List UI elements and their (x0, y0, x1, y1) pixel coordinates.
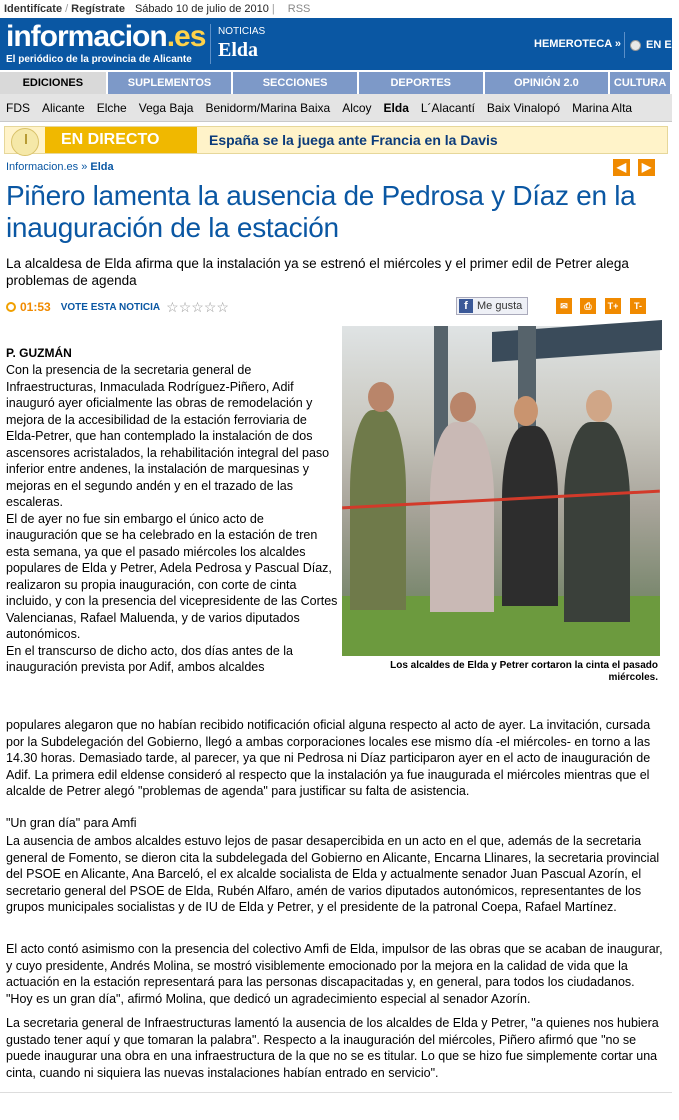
print-icon[interactable]: ⎙ (580, 298, 596, 314)
section-title (218, 26, 265, 62)
article-paragraph: El acto contó asimismo con la presencia del colectivo Amfi de Elda, impulsor de las obras que se acaban de inaugurar, y cuyo presidente, Andrés Molina, se mostró visiblemente emocionado por la mejora en la calidad de vida que la actuación en la estación representará para las personas discapacitadas y, en general, para todos los ciudadanos. "Hoy es un gran día", afirmó Molina, que dedicó un agradecimiento especial al senador Azorín. (6, 942, 663, 1006)
current-date: Sábado 10 de julio de 2010 (134, 3, 269, 15)
photo-person (502, 426, 558, 606)
article-photo[interactable] (342, 326, 660, 656)
article-subtitle: La alcaldesa de Elda afirma que la instalación ya se estrenó el miércoles y el primer edil de Petrer alega problemas de agenda (6, 256, 629, 288)
live-banner[interactable] (4, 126, 668, 154)
article-subhead: "Un gran día" para Amfi (6, 816, 137, 830)
article-paragraph: En el transcurso de dicho acto, dos días antes de la inauguración prevista por Adif, ambos alcaldes (6, 643, 293, 674)
photo-head (514, 396, 538, 426)
photo-person (430, 422, 494, 612)
breadcrumb-separator: » (78, 161, 91, 173)
login-link[interactable]: Identifícate (4, 3, 63, 15)
article-author: P. GUZMÁN (6, 346, 72, 360)
tab-deportes[interactable]: DEPORTES (359, 72, 483, 94)
subnav-item-alicante[interactable]: Alicante (42, 100, 85, 115)
photo-person (350, 410, 406, 610)
live-headline[interactable]: España se la juega ante Francia en la Davis (209, 132, 498, 148)
logo-tagline: El periódico de la provincia de Alicante (6, 54, 192, 65)
article-paragraph: La secretaria general de Infraestructuras lamentó la ausencia de los alcaldes de Elda y Petrer, "a quienes nos hubiera gustado tener aquí y que tomaran la palabra". Respecto a la inauguración del miércoles, Piñero afirmó que "no se puede inaugurar una obra en una infraestructura de la que no se es titular. Lo que se hizo fue simplemente cortar una cinta, cuando ni siquiera las nuevas instalaciones habían entrado en servicio". (6, 1016, 659, 1080)
subnav-item-baix-vinalopo[interactable]: Baix Vinalopó (486, 100, 561, 115)
tab-suplementos[interactable]: SUPLEMENTOS (108, 72, 232, 94)
tab-opinion[interactable]: OPINIÓN 2.0 (485, 72, 609, 94)
article-time: 01:53 (20, 300, 51, 314)
font-increase-icon[interactable]: T+ (605, 298, 621, 314)
search-scope-radio[interactable] (630, 40, 641, 51)
article-paragraph: populares alegaron que no habían recibido notificación oficial alguna respecto al acto de ayer. La invitación, cursada por la Subdelegación del Gobierno, llegó a ambas corporaciones locales ese mismo día -el miércoles- en torno a las 14.30 horas. Demasiado tarde, al parecer, ya que ni Pedrosa ni Díaz participaron ayer en el acto de inauguración de Adif. La primera edil eldense consideró al respecto que la instalación ya fue inaugurada el miércoles mientras que el alcalde de Petrer alegó "problemas de agenda" para justificar su falta de asistencia. (6, 718, 651, 798)
star-icon[interactable]: ☆ (178, 299, 192, 315)
photo-person (564, 422, 630, 622)
breadcrumb (6, 161, 114, 173)
facebook-like-button[interactable] (456, 297, 528, 315)
facebook-icon: f (459, 299, 473, 313)
section-name: Elda (218, 39, 259, 61)
star-icon[interactable]: ☆ (191, 299, 204, 315)
subnav-item-marina-alta[interactable]: Marina Alta (572, 100, 633, 115)
next-arrow-icon[interactable]: ▶ (638, 159, 655, 176)
hemeroteca-link[interactable]: HEMEROTECA » (534, 38, 621, 50)
article-paragraph: El de ayer no fue sin embargo el único acto de inauguración que se ha celebrado en la estación de tren esta semana, ya que el pasado miércoles los alcaldes populares de Elda y Petrer, Adela Pedrosa y Pascual Díaz, realizaron su propia inauguración, con corte de cinta incluido, y con la presencia del vicepresidente de las Cortes Valencianas, Rafael Maluenda, y de varios diputados autonómicos. (6, 511, 338, 641)
article-title: Piñero lamenta la ausencia de Pedrosa y Díaz en la inauguración de la estación (6, 180, 636, 243)
tab-secciones[interactable]: SECCIONES (233, 72, 357, 94)
header-divider (210, 24, 211, 64)
subnav-item-alacanti[interactable]: L´Alacantí (420, 100, 475, 115)
breadcrumb-root[interactable]: Informacion.es (6, 161, 79, 173)
star-icon[interactable]: ☆ (216, 299, 229, 315)
live-label: EN DIRECTO (45, 127, 197, 153)
subnav-item-fds[interactable]: FDS (6, 100, 30, 115)
subnav-item-alcoy[interactable]: Alcoy (342, 100, 372, 115)
breadcrumb-current[interactable]: Elda (90, 161, 114, 173)
article-body-column (6, 362, 338, 676)
search-scope-label: EN ES (646, 39, 679, 51)
section-small-label: NOTICIAS (218, 26, 266, 37)
site-logo[interactable] (6, 20, 205, 66)
separator: / (65, 3, 69, 15)
clock-icon (11, 128, 39, 156)
top-utility-bar (0, 0, 672, 18)
site-header (0, 18, 679, 70)
email-icon[interactable]: ✉ (556, 298, 572, 314)
article-paragraph: La ausencia de ambos alcaldes estuvo lejos de pasar desapercibida en un acto en el que, además de la secretaria general de Fomento, se dieron cita la subdelegada del Gobierno en Alicante, Encarna Llinares, la secretaria provincial del PSOE en Alicante, Ana Barceló, el ex alcalde socialista de Elda y actualmente senador Juan Pascual Azorín, el secretario general del PSOE de Elda, Rubén Alfaro, amén de varios diputados autonómicos, representantes de los grupos municipales socialistas y de IU de Elda y Petrer, y el presidente de la patronal Coepa, Rafael Martínez. (6, 834, 660, 914)
clock-icon (6, 302, 16, 312)
prev-arrow-icon[interactable]: ◀ (613, 159, 630, 176)
subnav-item-elche[interactable]: Elche (96, 100, 127, 115)
like-label: Me gusta (477, 300, 523, 312)
header-divider (624, 32, 625, 58)
star-icon[interactable]: ☆ (203, 299, 217, 315)
subnav-item-benidorm[interactable]: Benidorm/Marina Baixa (205, 100, 331, 115)
photo-caption: Los alcaldes de Elda y Petrer cortaron la cinta el pasado miércoles. (390, 660, 658, 683)
subnav-item-elda[interactable]: Elda (383, 100, 409, 115)
subnav-item-vega-baja[interactable]: Vega Baja (138, 100, 194, 115)
photo-head (586, 390, 612, 422)
logo-tld: .es (166, 20, 206, 53)
font-decrease-icon[interactable]: T- (630, 298, 646, 314)
vote-label: VOTE ESTA NOTICIA (60, 301, 161, 313)
photo-head (450, 392, 476, 422)
tab-cultura[interactable]: CULTURA (610, 72, 670, 94)
article-paragraph: Con la presencia de la secretaria general de Infraestructuras, Inmaculada Rodríguez-Piñero, Adif inauguró ayer oficialmente las obras de remodelación y mejora de la accesibilidad de la estación ferroviaria de Elda-Petrer, que han contemplado la instalación de dos ascensores acristalados, la rehabilitación integral del paso inferior entre andenes, la instalación de marquesinas y mejoras en el segundo andén y en el trazado de las escaleras. (6, 363, 330, 509)
photo-head (368, 382, 394, 412)
separator: | (271, 3, 275, 15)
main-nav (0, 72, 672, 94)
register-link[interactable]: Regístrate (71, 3, 125, 15)
rss-link[interactable]: RSS (287, 3, 311, 15)
star-icon[interactable]: ☆ (166, 299, 179, 315)
edition-subnav (0, 94, 672, 122)
logo-name: informacion (6, 20, 167, 53)
tab-ediciones[interactable]: EDICIONES (0, 72, 106, 94)
bottom-divider (0, 1092, 672, 1093)
